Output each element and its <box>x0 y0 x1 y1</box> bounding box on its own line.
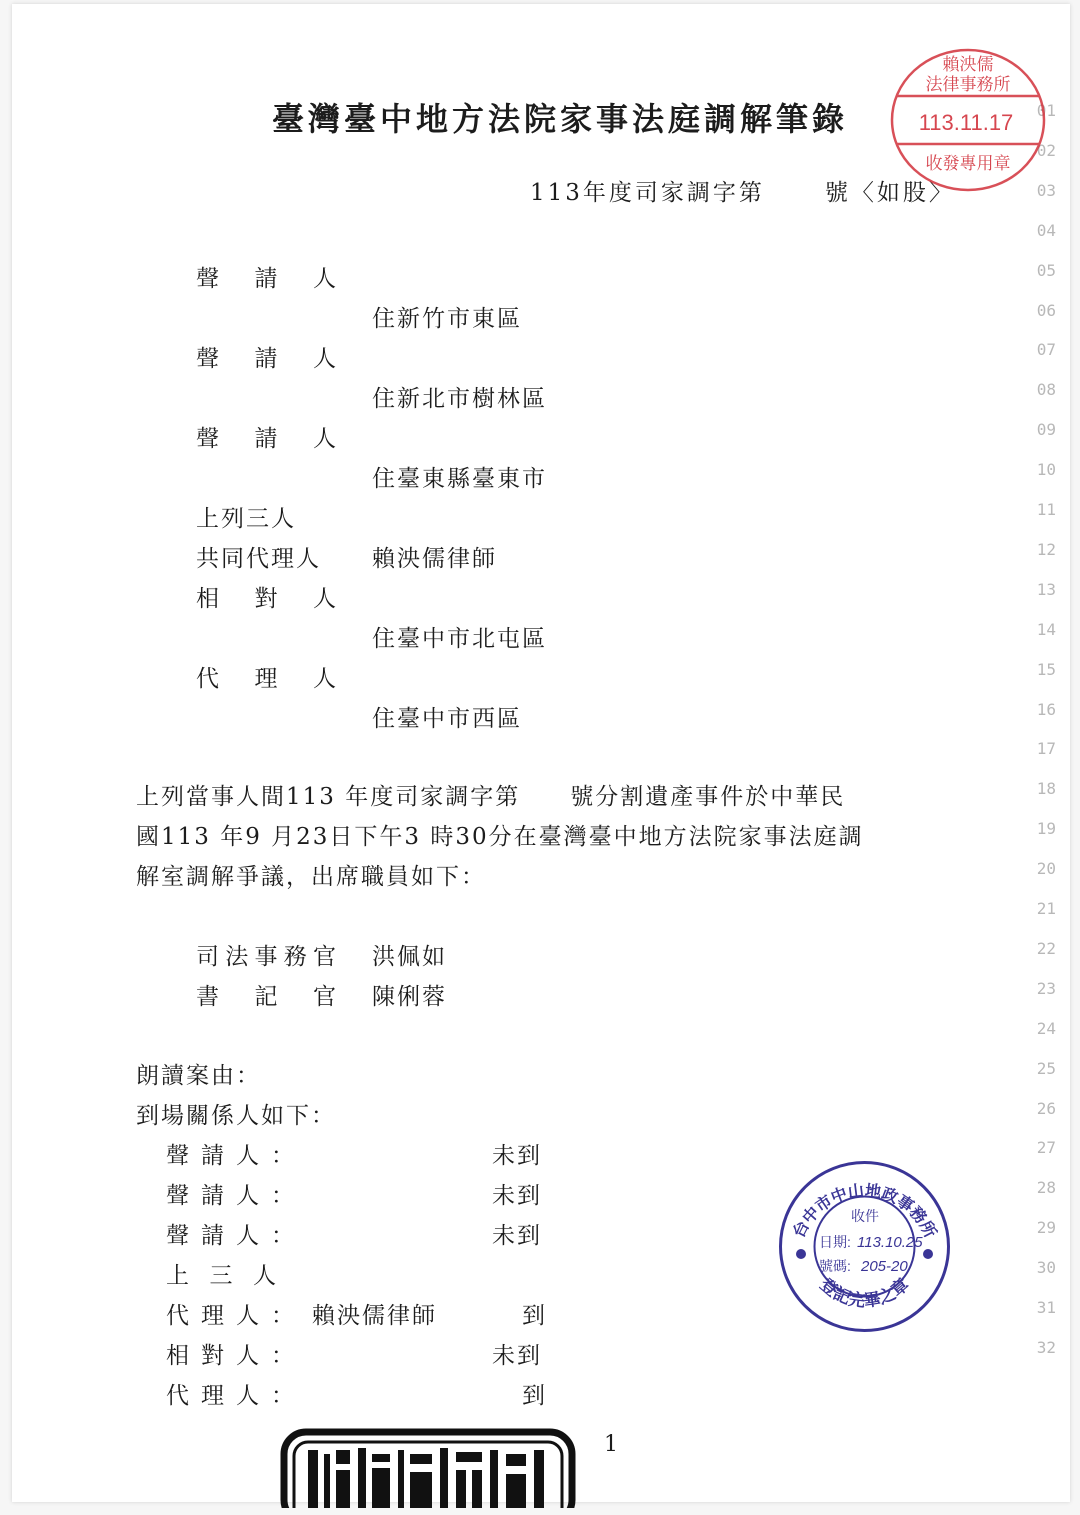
attendance-role-5-text: 代 理 人 ： <box>166 1303 296 1329</box>
case-number-left: 113年度司家調字第 <box>530 180 765 206</box>
document-page <box>12 4 1070 1502</box>
line-number: 15 <box>1036 659 1056 679</box>
line-number: 31 <box>1036 1298 1056 1317</box>
line-number: 16 <box>1036 699 1056 719</box>
joint-agent-name: 賴泱儒律師 <box>372 546 497 572</box>
law-firm-stamp <box>888 44 1048 194</box>
party-address-1: 住新竹市東區 <box>372 306 522 332</box>
line-number: 14 <box>1036 619 1056 639</box>
line-number: 02 <box>1036 140 1056 160</box>
line-number: 01 <box>1036 101 1056 120</box>
case-number-right: 號〈如股〉 <box>824 180 955 206</box>
attendance-status-3: 未到 <box>492 1223 542 1249</box>
court-seal <box>280 1424 576 1508</box>
blue-stamp-number-label: 號碼: <box>819 1258 851 1274</box>
party-role-1 <box>196 260 338 293</box>
attendance-role-4 <box>166 1257 278 1290</box>
paragraph-line-1: 上列當事人間113 年度司家調字第 號分割遺產事件於中華民 <box>136 784 846 810</box>
blue-stamp-number-value: 205-20 <box>861 1258 908 1275</box>
red-stamp-line1: 賴泱儒 <box>942 55 994 74</box>
respondent-address: 住臺中市北屯區 <box>372 626 547 652</box>
agent-role-text: 代 理 人 <box>196 666 338 692</box>
present-header: 到場關係人如下： <box>136 1103 336 1129</box>
attendance-role-1 <box>166 1137 296 1170</box>
party-role-3 <box>196 420 338 453</box>
joint-agent-label-2: 共同代理人 <box>196 546 321 572</box>
line-number: 11 <box>1036 500 1056 519</box>
svg-text:登記完畢之章 <box>816 1273 913 1310</box>
land-office-stamp <box>777 1159 952 1334</box>
attendance-role-5 <box>166 1297 296 1330</box>
line-number: 08 <box>1036 380 1056 400</box>
blue-stamp-date-label: 日期: <box>819 1234 851 1250</box>
respondent-role <box>196 580 338 613</box>
official-title-1 <box>196 938 338 971</box>
attendance-status-5: 到 <box>522 1303 547 1329</box>
line-number: 28 <box>1036 1178 1056 1198</box>
attendance-role-2-text: 聲 請 人 ： <box>166 1183 296 1209</box>
line-number: 29 <box>1036 1218 1056 1238</box>
line-number: 03 <box>1036 180 1056 200</box>
attendance-status-7: 到 <box>522 1383 547 1409</box>
blue-stamp-inner-label: 收件 <box>851 1208 879 1224</box>
blue-stamp-bottom-text: 登記完畢之章 <box>816 1274 913 1311</box>
paragraph-line-3: 解室調解爭議，出席職員如下： <box>136 864 486 890</box>
line-number: 27 <box>1036 1138 1056 1158</box>
line-number: 26 <box>1036 1098 1056 1118</box>
line-number: 06 <box>1036 300 1056 320</box>
line-number: 21 <box>1036 899 1056 918</box>
line-number: 23 <box>1036 978 1056 998</box>
line-number: 13 <box>1036 579 1056 599</box>
line-number: 12 <box>1036 539 1056 559</box>
attendance-role-6-text: 相 對 人 ： <box>166 1343 296 1369</box>
party-role-2-text: 聲 請 人 <box>196 346 338 372</box>
line-number: 30 <box>1036 1258 1056 1278</box>
attendance-status-6: 未到 <box>492 1343 542 1369</box>
party-address-3: 住臺東縣臺東市 <box>372 466 547 492</box>
official-title-1-text: 司 法 事 務 官 <box>196 944 338 970</box>
line-number: 22 <box>1036 938 1056 958</box>
line-number: 25 <box>1036 1058 1056 1078</box>
line-number: 19 <box>1036 819 1056 839</box>
blue-stamp-date-value: 113.10.25 <box>857 1234 923 1251</box>
line-number: 10 <box>1036 460 1056 480</box>
attendance-name-5: 賴泱儒律師 <box>312 1303 437 1329</box>
attendance-status-1: 未到 <box>492 1143 542 1169</box>
reading-label: 朗讀案由： <box>136 1063 261 1089</box>
attendance-role-7-text: 代 理 人 ： <box>166 1383 296 1409</box>
attendance-role-1-text: 聲 請 人 ： <box>166 1143 296 1169</box>
agent-address: 住臺中市西區 <box>372 706 522 732</box>
joint-agent-label-1: 上列三人 <box>196 506 296 532</box>
red-stamp-bottom: 收發專用章 <box>925 154 1011 173</box>
official-title-2 <box>196 978 338 1011</box>
party-role-3-text: 聲 請 人 <box>196 426 338 452</box>
line-number: 24 <box>1036 1018 1056 1038</box>
agent-role <box>196 660 338 693</box>
party-role-2 <box>196 340 338 373</box>
attendance-status-2: 未到 <box>492 1183 542 1209</box>
blue-stamp-flower-left <box>796 1249 806 1259</box>
line-number: 07 <box>1036 340 1056 360</box>
line-number: 18 <box>1036 779 1056 799</box>
attendance-role-3 <box>166 1217 296 1250</box>
line-number: 05 <box>1036 260 1056 280</box>
official-name-2: 陳俐蓉 <box>372 984 447 1010</box>
attendance-role-4-text: 上 三 人 <box>166 1263 278 1289</box>
page-number: 1 <box>604 1432 618 1457</box>
line-number: 17 <box>1036 739 1056 759</box>
official-name-1: 洪佩如 <box>372 944 447 970</box>
line-number: 04 <box>1036 220 1056 240</box>
line-number: 09 <box>1036 420 1056 440</box>
official-title-2-text: 書 記 官 <box>196 984 338 1010</box>
red-stamp-line2: 法律事務所 <box>925 75 1011 94</box>
blue-stamp-flower-right <box>923 1249 933 1259</box>
red-stamp-date: 113.11.17 <box>918 110 1014 135</box>
party-role-1-text: 聲 請 人 <box>196 266 338 292</box>
attendance-role-3-text: 聲 請 人 ： <box>166 1223 296 1249</box>
party-address-2: 住新北市樹林區 <box>372 386 547 412</box>
attendance-role-6 <box>166 1337 296 1370</box>
line-number: 32 <box>1036 1337 1056 1357</box>
attendance-role-7 <box>166 1377 296 1410</box>
attendance-role-2 <box>166 1177 296 1210</box>
line-number: 20 <box>1036 859 1056 879</box>
respondent-role-text: 相 對 人 <box>196 586 338 612</box>
blue-stamp-ring-text: 台中市中山地政事務所 <box>790 1182 939 1241</box>
paragraph-line-2: 國113 年9 月23日下午3 時30分在臺灣臺中地方法院家事法庭調 <box>136 824 864 850</box>
document-title: 臺灣臺中地方法院家事法庭調解筆錄 <box>271 100 848 138</box>
